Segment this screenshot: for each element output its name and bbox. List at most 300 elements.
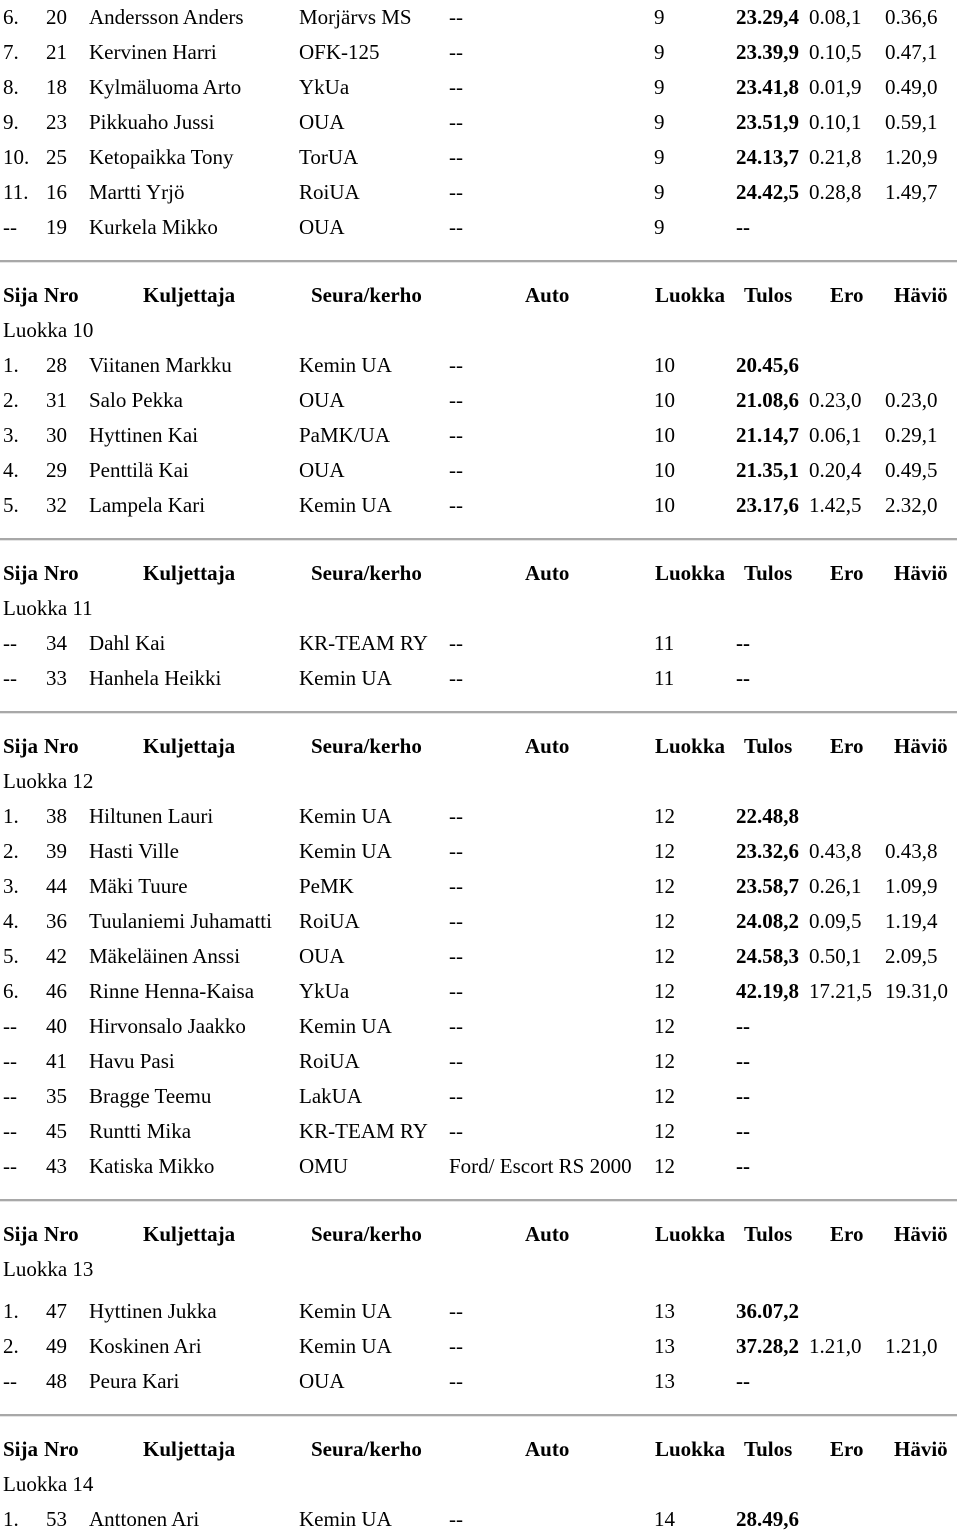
car-cell: --	[449, 423, 463, 447]
driver-cell: Mäki Tuure	[89, 874, 188, 898]
loss-cell: 0.23,0	[885, 388, 938, 412]
class-cell: 12	[654, 909, 675, 933]
loss-cell: 1.20,9	[885, 145, 938, 169]
driver-cell: Hanhela Heikki	[89, 666, 222, 690]
table-header	[0, 1432, 960, 1466]
club-cell: LakUA	[299, 1084, 362, 1108]
table-row	[0, 904, 960, 938]
car-cell: --	[449, 1334, 463, 1358]
number-cell: 25	[46, 145, 67, 169]
club-cell: OMU	[299, 1154, 349, 1178]
table-row	[0, 1329, 960, 1363]
gap-cell: 0.50,1	[809, 944, 862, 968]
number-cell: 44	[46, 874, 67, 898]
table-row	[0, 974, 960, 1008]
club-cell: YkUa	[299, 75, 350, 99]
gap-cell: 0.08,1	[809, 5, 862, 29]
number-cell: 16	[46, 180, 67, 204]
header-nro: Nro	[44, 283, 79, 307]
class-cell: 9	[654, 40, 665, 64]
number-cell: 53	[46, 1507, 67, 1531]
rank-cell: 5.	[3, 493, 19, 517]
club-cell: YkUa	[299, 979, 350, 1003]
header-luokka: Luokka	[655, 283, 726, 307]
car-cell: Ford/ Escort RS 2000	[449, 1154, 632, 1178]
class-cell: 9	[654, 180, 665, 204]
club-cell: RoiUA	[299, 909, 360, 933]
table-row	[0, 1079, 960, 1113]
result-cell: 23.17,6	[736, 493, 799, 517]
club-cell: OUA	[299, 388, 345, 412]
car-cell: --	[449, 874, 463, 898]
table-row	[0, 35, 960, 69]
number-cell: 39	[46, 839, 67, 863]
class-cell: 12	[654, 1119, 675, 1143]
rank-cell: 1.	[3, 353, 19, 377]
driver-cell: Ketopaikka Tony	[89, 145, 234, 169]
result-cell: 42.19,8	[736, 979, 799, 1003]
car-cell: --	[449, 1014, 463, 1038]
club-cell: Morjärvs MS	[299, 5, 412, 29]
result-cell: --	[736, 1014, 750, 1038]
car-cell: --	[449, 1299, 463, 1323]
header-tulos: Tulos	[744, 561, 793, 585]
driver-cell: Kervinen Harri	[89, 40, 217, 64]
rank-cell: 2.	[3, 839, 19, 863]
car-cell: --	[449, 353, 463, 377]
club-cell: OUA	[299, 944, 345, 968]
rank-cell: 1.	[3, 804, 19, 828]
loss-cell: 19.31,0	[885, 979, 948, 1003]
loss-cell: 1.19,4	[885, 909, 938, 933]
rank-cell: 4.	[3, 909, 19, 933]
class-cell: 11	[654, 631, 675, 655]
number-cell: 19	[46, 215, 67, 239]
header-luokka: Luokka	[655, 1437, 726, 1461]
header-sija: Sija	[3, 1222, 39, 1246]
club-cell: Kemin UA	[299, 1299, 392, 1323]
class-title: Luokka 12	[3, 769, 94, 793]
class-cell: 13	[654, 1369, 675, 1393]
header-tulos: Tulos	[744, 734, 793, 758]
header-kuljettaja: Kuljettaja	[143, 561, 236, 585]
number-cell: 21	[46, 40, 67, 64]
result-cell: 23.29,4	[736, 5, 799, 29]
class-title: Luokka 11	[3, 596, 93, 620]
header-auto: Auto	[525, 1437, 570, 1461]
car-cell: --	[449, 1369, 463, 1393]
number-cell: 20	[46, 5, 67, 29]
rank-cell: 9.	[3, 110, 19, 134]
car-cell: --	[449, 631, 463, 655]
club-cell: Kemin UA	[299, 353, 392, 377]
number-cell: 46	[46, 979, 67, 1003]
driver-cell: Hiltunen Lauri	[89, 804, 214, 828]
club-cell: Kemin UA	[299, 493, 392, 517]
header-luokka: Luokka	[655, 734, 726, 758]
car-cell: --	[449, 979, 463, 1003]
class-cell: 9	[654, 145, 665, 169]
driver-cell: Rinne Henna-Kaisa	[89, 979, 255, 1003]
club-cell: OUA	[299, 458, 345, 482]
result-cell: 23.51,9	[736, 110, 799, 134]
class-cell: 10	[654, 353, 675, 377]
club-cell: KR-TEAM RY	[299, 1119, 428, 1143]
driver-cell: Koskinen Ari	[89, 1334, 202, 1358]
table-row	[0, 348, 960, 382]
number-cell: 31	[46, 388, 67, 412]
result-cell: --	[736, 1369, 750, 1393]
driver-cell: Kurkela Mikko	[89, 215, 218, 239]
result-cell: 22.48,8	[736, 804, 799, 828]
header-sija: Sija	[3, 561, 39, 585]
header-tulos: Tulos	[744, 1437, 793, 1461]
number-cell: 47	[46, 1299, 67, 1323]
driver-cell: Hyttinen Jukka	[89, 1299, 217, 1323]
number-cell: 33	[46, 666, 67, 690]
number-cell: 38	[46, 804, 67, 828]
gap-cell: 1.42,5	[809, 493, 862, 517]
class-cell: 11	[654, 666, 675, 690]
header-nro: Nro	[44, 1437, 79, 1461]
club-cell: Kemin UA	[299, 804, 392, 828]
header-havio: Häviö	[894, 283, 948, 307]
result-cell: --	[736, 1119, 750, 1143]
result-cell: --	[736, 631, 750, 655]
header-sija: Sija	[3, 734, 39, 758]
table-row	[0, 488, 960, 522]
club-cell: PeMK	[299, 874, 354, 898]
driver-cell: Dahl Kai	[89, 631, 166, 655]
header-sija: Sija	[3, 1437, 39, 1461]
driver-cell: Havu Pasi	[89, 1049, 175, 1073]
number-cell: 29	[46, 458, 67, 482]
rank-cell: --	[3, 1049, 17, 1073]
result-cell: 23.41,8	[736, 75, 799, 99]
loss-cell: 0.43,8	[885, 839, 938, 863]
class-cell: 10	[654, 388, 675, 412]
header-sija: Sija	[3, 283, 39, 307]
table-header	[0, 556, 960, 590]
rank-cell: --	[3, 1154, 17, 1178]
class-cell: 9	[654, 75, 665, 99]
table-row	[0, 939, 960, 973]
table-row	[0, 1114, 960, 1148]
class-cell: 14	[654, 1507, 675, 1531]
number-cell: 45	[46, 1119, 67, 1143]
class-cell: 10	[654, 493, 675, 517]
header-ero: Ero	[830, 561, 864, 585]
header-seura: Seura/kerho	[311, 283, 422, 307]
gap-cell: 0.43,8	[809, 839, 862, 863]
class-cell: 9	[654, 110, 665, 134]
table-row	[0, 1149, 960, 1183]
class-cell: 9	[654, 5, 665, 29]
driver-cell: Penttilä Kai	[89, 458, 189, 482]
number-cell: 49	[46, 1334, 67, 1358]
gap-cell: 0.21,8	[809, 145, 862, 169]
table-row	[0, 1009, 960, 1043]
car-cell: --	[449, 388, 463, 412]
result-cell: 36.07,2	[736, 1299, 799, 1323]
number-cell: 42	[46, 944, 67, 968]
club-cell: RoiUA	[299, 180, 360, 204]
driver-cell: Lampela Kari	[89, 493, 206, 517]
table-row	[0, 834, 960, 868]
number-cell: 18	[46, 75, 67, 99]
car-cell: --	[449, 1507, 463, 1531]
club-cell: OFK-125	[299, 40, 380, 64]
club-cell: Kemin UA	[299, 1507, 392, 1531]
rank-cell: 3.	[3, 874, 19, 898]
rank-cell: 1.	[3, 1299, 19, 1323]
table-row	[0, 1044, 960, 1078]
loss-cell: 0.47,1	[885, 40, 938, 64]
result-cell: 24.58,3	[736, 944, 799, 968]
driver-cell: Bragge Teemu	[89, 1084, 212, 1108]
result-cell: 21.14,7	[736, 423, 799, 447]
car-cell: --	[449, 839, 463, 863]
rank-cell: 7.	[3, 40, 19, 64]
table-row	[0, 661, 960, 695]
table-row	[0, 70, 960, 104]
club-cell: OUA	[299, 215, 345, 239]
header-seura: Seura/kerho	[311, 734, 422, 758]
rank-cell: --	[3, 1369, 17, 1393]
driver-cell: Hyttinen Kai	[89, 423, 199, 447]
result-cell: 37.28,2	[736, 1334, 799, 1358]
class-cell: 12	[654, 1014, 675, 1038]
rank-cell: --	[3, 666, 17, 690]
number-cell: 23	[46, 110, 67, 134]
header-auto: Auto	[525, 734, 570, 758]
gap-cell: 0.10,1	[809, 110, 862, 134]
table-row	[0, 105, 960, 139]
result-cell: --	[736, 215, 750, 239]
car-cell: --	[449, 909, 463, 933]
rank-cell: 11.	[3, 180, 29, 204]
driver-cell: Salo Pekka	[89, 388, 183, 412]
class-title: Luokka 10	[3, 318, 94, 342]
header-nro: Nro	[44, 561, 79, 585]
gap-cell: 0.09,5	[809, 909, 862, 933]
section-divider	[0, 260, 957, 263]
club-cell: Kemin UA	[299, 1334, 392, 1358]
driver-cell: Kylmäluoma Arto	[89, 75, 242, 99]
loss-cell: 2.32,0	[885, 493, 938, 517]
table-row	[0, 383, 960, 417]
result-cell: 21.35,1	[736, 458, 799, 482]
header-ero: Ero	[830, 1437, 864, 1461]
gap-cell: 0.23,0	[809, 388, 862, 412]
gap-cell: 0.26,1	[809, 874, 862, 898]
club-cell: Kemin UA	[299, 839, 392, 863]
club-cell: RoiUA	[299, 1049, 360, 1073]
rank-cell: 6.	[3, 5, 19, 29]
rank-cell: 3.	[3, 423, 19, 447]
result-cell: 24.08,2	[736, 909, 799, 933]
result-cell: 24.42,5	[736, 180, 799, 204]
header-nro: Nro	[44, 1222, 79, 1246]
number-cell: 41	[46, 1049, 67, 1073]
section-divider	[0, 1414, 957, 1417]
result-cell: --	[736, 1049, 750, 1073]
loss-cell: 1.09,9	[885, 874, 938, 898]
header-luokka: Luokka	[655, 561, 726, 585]
gap-cell: 17.21,5	[809, 979, 872, 1003]
rank-cell: 2.	[3, 388, 19, 412]
car-cell: --	[449, 5, 463, 29]
table-row	[0, 175, 960, 209]
number-cell: 28	[46, 353, 67, 377]
number-cell: 32	[46, 493, 67, 517]
header-auto: Auto	[525, 561, 570, 585]
result-cell: --	[736, 1084, 750, 1108]
result-cell: 28.49,6	[736, 1507, 799, 1531]
header-ero: Ero	[830, 283, 864, 307]
result-cell: 21.08,6	[736, 388, 799, 412]
driver-cell: Tuulaniemi Juhamatti	[89, 909, 272, 933]
header-havio: Häviö	[894, 561, 948, 585]
car-cell: --	[449, 145, 463, 169]
gap-cell: 1.21,0	[809, 1334, 862, 1358]
driver-cell: Pikkuaho Jussi	[89, 110, 215, 134]
car-cell: --	[449, 666, 463, 690]
table-row	[0, 1364, 960, 1398]
number-cell: 34	[46, 631, 67, 655]
header-auto: Auto	[525, 283, 570, 307]
car-cell: --	[449, 110, 463, 134]
result-cell: 23.39,9	[736, 40, 799, 64]
car-cell: --	[449, 1084, 463, 1108]
header-ero: Ero	[830, 1222, 864, 1246]
number-cell: 30	[46, 423, 67, 447]
result-cell: 20.45,6	[736, 353, 799, 377]
header-luokka: Luokka	[655, 1222, 726, 1246]
class-cell: 12	[654, 874, 675, 898]
gap-cell: 0.28,8	[809, 180, 862, 204]
car-cell: --	[449, 1049, 463, 1073]
driver-cell: Peura Kari	[89, 1369, 180, 1393]
number-cell: 35	[46, 1084, 67, 1108]
rank-cell: 1.	[3, 1507, 19, 1531]
result-cell: 23.32,6	[736, 839, 799, 863]
class-cell: 12	[654, 1084, 675, 1108]
rank-cell: --	[3, 631, 17, 655]
number-cell: 40	[46, 1014, 67, 1038]
number-cell: 43	[46, 1154, 67, 1178]
club-cell: KR-TEAM RY	[299, 631, 428, 655]
header-seura: Seura/kerho	[311, 561, 422, 585]
club-cell: Kemin UA	[299, 666, 392, 690]
driver-cell: Anttonen Ari	[89, 1507, 200, 1531]
table-row	[0, 1502, 960, 1536]
header-kuljettaja: Kuljettaja	[143, 734, 236, 758]
loss-cell: 2.09,5	[885, 944, 938, 968]
driver-cell: Viitanen Markku	[89, 353, 232, 377]
table-row	[0, 210, 960, 244]
table-row	[0, 453, 960, 487]
section-divider	[0, 538, 957, 541]
header-havio: Häviö	[894, 734, 948, 758]
gap-cell: 0.06,1	[809, 423, 862, 447]
rank-cell: 6.	[3, 979, 19, 1003]
number-cell: 36	[46, 909, 67, 933]
loss-cell: 1.49,7	[885, 180, 938, 204]
header-tulos: Tulos	[744, 283, 793, 307]
header-seura: Seura/kerho	[311, 1437, 422, 1461]
table-row	[0, 799, 960, 833]
car-cell: --	[449, 40, 463, 64]
class-cell: 12	[654, 1154, 675, 1178]
car-cell: --	[449, 804, 463, 828]
header-kuljettaja: Kuljettaja	[143, 1222, 236, 1246]
class-cell: 9	[654, 215, 665, 239]
class-cell: 12	[654, 804, 675, 828]
result-cell: --	[736, 1154, 750, 1178]
loss-cell: 0.36,6	[885, 5, 938, 29]
loss-cell: 0.59,1	[885, 110, 938, 134]
class-title: Luokka 14	[3, 1472, 94, 1496]
driver-cell: Katiska Mikko	[89, 1154, 215, 1178]
rank-cell: 5.	[3, 944, 19, 968]
loss-cell: 1.21,0	[885, 1334, 938, 1358]
table-row	[0, 418, 960, 452]
rank-cell: --	[3, 1119, 17, 1143]
class-cell: 10	[654, 423, 675, 447]
driver-cell: Runtti Mika	[89, 1119, 192, 1143]
class-cell: 12	[654, 944, 675, 968]
header-tulos: Tulos	[744, 1222, 793, 1246]
gap-cell: 0.10,5	[809, 40, 862, 64]
header-havio: Häviö	[894, 1437, 948, 1461]
header-ero: Ero	[830, 734, 864, 758]
header-kuljettaja: Kuljettaja	[143, 1437, 236, 1461]
gap-cell: 0.20,4	[809, 458, 862, 482]
class-cell: 12	[654, 979, 675, 1003]
table-header	[0, 729, 960, 763]
car-cell: --	[449, 944, 463, 968]
driver-cell: Martti Yrjö	[89, 180, 185, 204]
section-divider	[0, 1199, 957, 1202]
number-cell: 48	[46, 1369, 67, 1393]
class-cell: 13	[654, 1334, 675, 1358]
loss-cell: 0.49,0	[885, 75, 938, 99]
class-cell: 13	[654, 1299, 675, 1323]
club-cell: Kemin UA	[299, 1014, 392, 1038]
driver-cell: Hirvonsalo Jaakko	[89, 1014, 246, 1038]
rank-cell: 2.	[3, 1334, 19, 1358]
car-cell: --	[449, 493, 463, 517]
gap-cell: 0.01,9	[809, 75, 862, 99]
table-header	[0, 1217, 960, 1251]
rank-cell: 4.	[3, 458, 19, 482]
club-cell: TorUA	[299, 145, 359, 169]
rank-cell: 10.	[3, 145, 30, 169]
rank-cell: --	[3, 1014, 17, 1038]
result-cell: --	[736, 666, 750, 690]
car-cell: --	[449, 1119, 463, 1143]
loss-cell: 0.49,5	[885, 458, 938, 482]
table-row	[0, 869, 960, 903]
header-seura: Seura/kerho	[311, 1222, 422, 1246]
header-nro: Nro	[44, 734, 79, 758]
table-row	[0, 1294, 960, 1328]
driver-cell: Andersson Anders	[89, 5, 244, 29]
rank-cell: 8.	[3, 75, 19, 99]
class-cell: 12	[654, 1049, 675, 1073]
table-row	[0, 140, 960, 174]
